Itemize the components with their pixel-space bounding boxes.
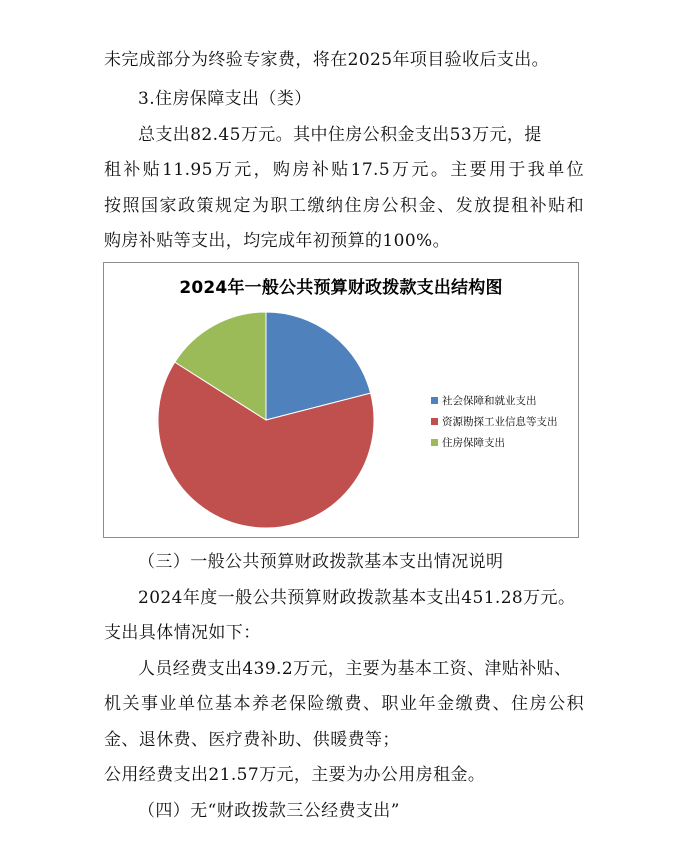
paragraph-line: 2024年度一般公共预算财政拨款基本支出451.28万元。 <box>138 588 576 608</box>
paragraph-line: 公用经费支出21.57万元，主要为办公用房租金。 <box>104 765 486 785</box>
legend-label: 住房保障支出 <box>442 437 505 449</box>
pie-chart <box>103 262 579 538</box>
paragraph-line: 机关事业单位基本养老保险缴费、职业年金缴费、住房公积 <box>104 694 584 714</box>
paragraph-line: 金、退休费、医疗费补助、供暖费等； <box>104 730 400 750</box>
legend-swatch <box>431 418 438 425</box>
paragraph-line: 人员经费支出439.2万元，主要为基本工资、津贴补贴、 <box>138 659 572 679</box>
legend-item <box>431 432 558 453</box>
section-heading-basic-expenditure: （三）一般公共预算财政拨款基本支出情况说明 <box>138 552 504 572</box>
legend-swatch <box>431 439 438 446</box>
legend-label: 社会保障和就业支出 <box>442 395 537 407</box>
section-heading-three-public: （四）无“财政拨款三公经费支出” <box>138 801 400 821</box>
legend-swatch <box>431 397 438 404</box>
legend-label: 资源勘探工业信息等支出 <box>442 416 558 428</box>
paragraph-line: 租补贴11.95万元，购房补贴17.5万元。主要用于我单位 <box>104 160 584 180</box>
paragraph-line: 总支出82.45万元。其中住房公积金支出53万元，提 <box>138 125 542 145</box>
paragraph-line: 未完成部分为终验专家费，将在2025年项目验收后支出。 <box>104 50 550 70</box>
legend-item <box>431 390 558 411</box>
section-heading-housing: 3.住房保障支出（类） <box>138 89 312 109</box>
chart-title: 2024年一般公共预算财政拨款支出结构图 <box>179 278 503 298</box>
paragraph-line: 购房补贴等支出，均完成年初预算的100%。 <box>104 231 451 251</box>
legend-item <box>431 411 558 432</box>
paragraph-line: 支出具体情况如下： <box>104 623 261 643</box>
chart-legend <box>431 390 558 453</box>
paragraph-line: 按照国家政策规定为职工缴纳住房公积金、发放提租补贴和 <box>104 196 584 216</box>
